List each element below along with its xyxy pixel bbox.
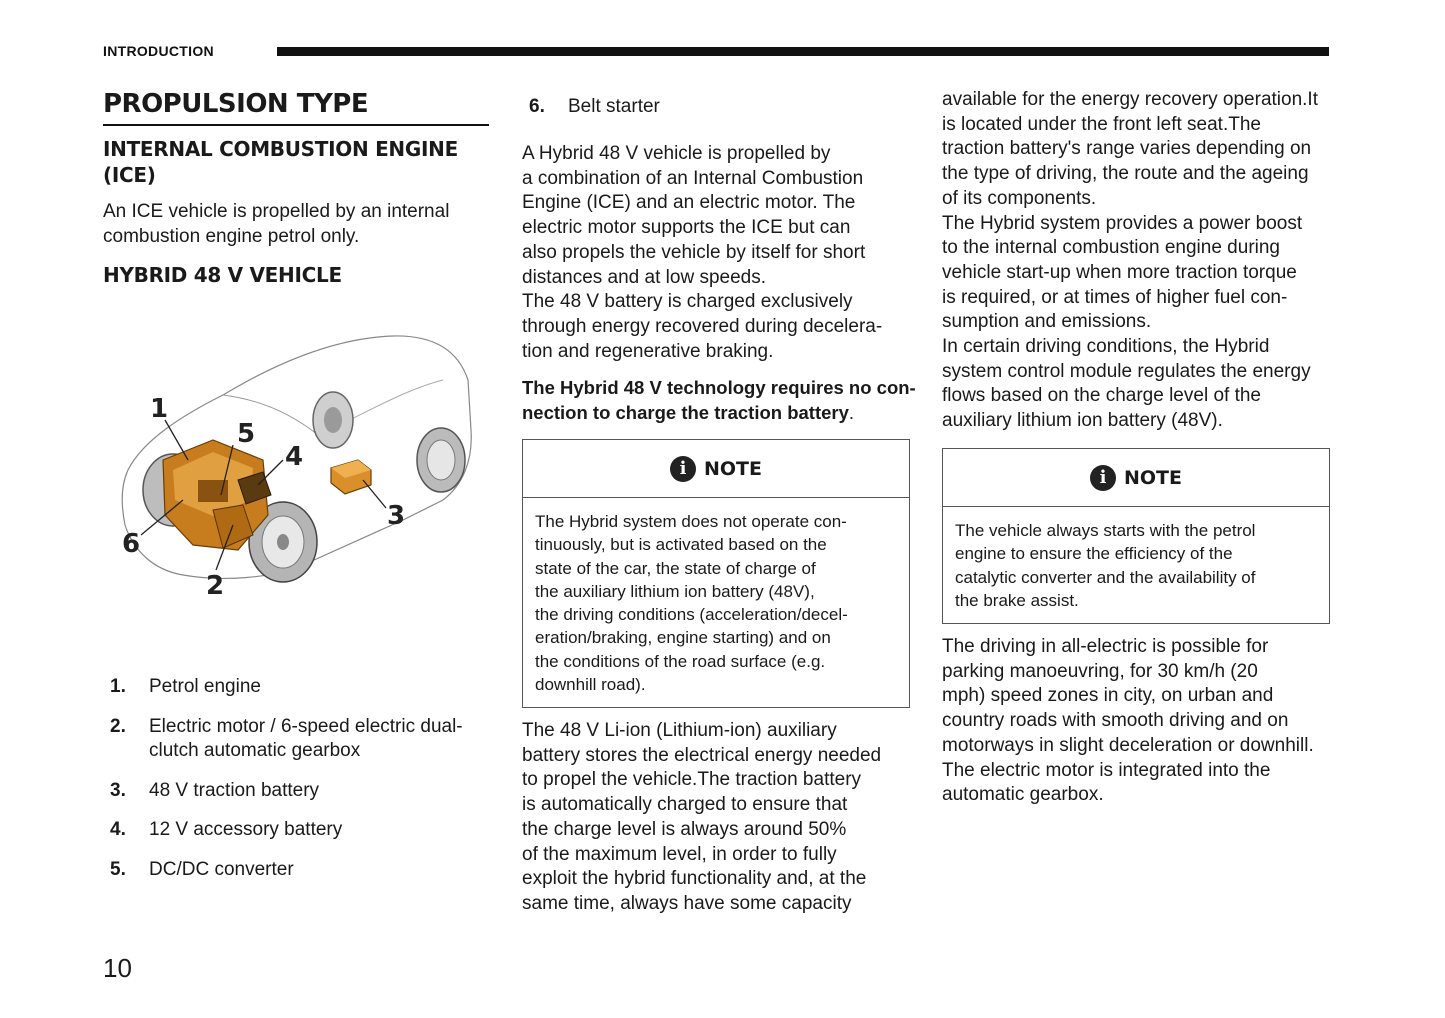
list-item-text: DC/DC converter (149, 858, 294, 880)
list-item-text: 12 V accessory battery (149, 819, 343, 840)
note-line: downhill road). (535, 675, 646, 695)
page-title: PROPULSION TYPE (103, 88, 489, 126)
info-icon: i (1090, 465, 1116, 491)
list-item-number: 4. (110, 819, 126, 840)
battery-description (522, 719, 917, 917)
text-line: same time, always have some capacity (522, 892, 852, 914)
text-line: a combination of an Internal Combustion (522, 167, 864, 189)
car-cutaway-diagram (103, 320, 493, 610)
text-line: flows based on the charge level of the (942, 385, 1261, 407)
text-line: auxiliary lithium ion battery (48V). (942, 410, 1223, 432)
ice-heading-line1: INTERNAL COMBUSTION ENGINE (103, 137, 458, 161)
hybrid-heading: HYBRID 48 V VEHICLE (103, 263, 342, 287)
text-line: The Hybrid system provides a power boost (942, 212, 1303, 234)
text-line: automatic gearbox. (942, 784, 1104, 806)
note-line: the driving conditions (acceleration/decel- (535, 605, 848, 625)
note-title: NOTE (704, 457, 762, 480)
note-box-petrol-start (942, 448, 1330, 624)
text-line: distances and at low speeds. (522, 266, 766, 288)
list-item-number: 6. (529, 96, 545, 117)
text-line: Engine (ICE) and an electric motor. The (522, 192, 856, 214)
bold-text-line-2 (522, 401, 917, 426)
hybrid-system-description (942, 88, 1342, 434)
charging-statement (522, 376, 917, 425)
hybrid-description (522, 142, 917, 364)
bold-text-period: . (848, 401, 855, 423)
list-item-number: 2. (110, 715, 126, 737)
header-rule (277, 47, 1329, 56)
callout-6: 6 (122, 529, 141, 559)
text-line: vehicle start-up when more traction torque (942, 261, 1297, 283)
component-list-continued (522, 95, 910, 135)
text-line: In certain driving conditions, the Hybrid (942, 336, 1270, 358)
note-line: eration/braking, engine starting) and on (535, 628, 831, 648)
list-item (103, 715, 493, 764)
text-line: The 48 V Li-ion (Lithium-ion) auxiliary (522, 720, 837, 741)
text-line: through energy recovered during decelera- (522, 315, 883, 337)
note-header (943, 449, 1329, 507)
list-item-text: Petrol engine (149, 676, 261, 697)
text-line: the type of driving, the route and the ageing (942, 163, 1309, 185)
text-line: tion and regenerative braking. (522, 340, 774, 362)
list-item (522, 95, 910, 120)
text-line: mph) speed zones in city, on urban and (942, 685, 1274, 707)
list-item (103, 858, 493, 883)
note-line: state of the car, the state of charge of (535, 558, 816, 578)
callout-2: 2 (206, 571, 225, 601)
text-line: country roads with smooth driving and on (942, 710, 1289, 732)
text-line: of the maximum level, in order to fully (522, 843, 837, 865)
note-line: The Hybrid system does not operate con- (535, 512, 847, 531)
ice-description (103, 200, 493, 249)
hybrid-system-illustration (103, 320, 493, 610)
text-line: exploit the hybrid functionality and, at the (522, 868, 867, 890)
text-line: traction battery's range varies depending on (942, 138, 1312, 160)
list-item (103, 818, 493, 843)
text-line: battery stores the electrical energy needed (522, 744, 882, 766)
rear-right-rim (427, 440, 455, 480)
list-item (103, 779, 493, 804)
text-line: is located under the front left seat.The (942, 113, 1261, 135)
note-line: tinuously, but is activated based on the (535, 535, 827, 555)
text-line: The driving in all-electric is possible for (942, 636, 1269, 657)
bold-text: nection to charge the traction battery (522, 401, 849, 423)
note-line: engine to ensure the efficiency of the (955, 544, 1233, 564)
callout-5: 5 (237, 419, 256, 449)
ice-text-line: An ICE vehicle is propelled by an internal (103, 201, 450, 222)
info-icon: i (670, 456, 696, 482)
text-line: parking manoeuvring, for 30 km/h (20 (942, 660, 1258, 682)
text-line: motorways in slight deceleration or downhill. (942, 734, 1314, 756)
text-line: The electric motor is integrated into the (942, 759, 1271, 781)
text-line: sumption and emissions. (942, 311, 1152, 333)
text-line: also propels the vehicle by itself for short (522, 241, 866, 263)
list-item-number: 1. (110, 676, 126, 697)
note-line: the auxiliary lithium ion battery (48V), (535, 581, 815, 601)
note-box-hybrid-operation (522, 439, 910, 708)
all-electric-description (942, 635, 1342, 808)
ice-heading-line2: (ICE) (103, 163, 156, 187)
front-right-hub (277, 534, 289, 550)
note-line: the brake assist. (955, 590, 1079, 610)
ice-heading (103, 136, 458, 188)
note-line: catalytic converter and the availability of (955, 567, 1256, 587)
page-number: 10 (103, 953, 132, 983)
note-body (943, 507, 1329, 622)
callout-line-3 (363, 480, 386, 508)
text-line: of its components. (942, 187, 1097, 209)
list-item-text: 48 V traction battery (149, 779, 320, 801)
callout-1: 1 (150, 394, 169, 424)
text-line: is required, or at times of higher fuel con- (942, 286, 1288, 308)
ice-text-line: combustion engine petrol only. (103, 225, 360, 247)
list-item-number: 5. (110, 858, 126, 880)
list-item (103, 675, 493, 700)
text-line: the charge level is always around 50% (522, 818, 847, 840)
text-line: electric motor supports the ICE but can (522, 217, 851, 239)
text-line: to the internal combustion engine during (942, 237, 1281, 259)
bold-text-line: The Hybrid 48 V technology requires no con- (522, 377, 916, 398)
note-body (523, 498, 909, 706)
list-item-text: Electric motor / 6-speed electric dual-clutch automatic gearbox (149, 715, 463, 761)
rear-left-hub (324, 407, 342, 433)
text-line: The 48 V battery is charged exclusively (522, 291, 853, 313)
text-line: system control module regulates the energy (942, 360, 1311, 382)
note-header (523, 440, 909, 498)
text-line: to propel the vehicle.The traction battery (522, 769, 862, 791)
text-line: is automatically charged to ensure that (522, 794, 848, 816)
note-line: The vehicle always starts with the petrol (955, 521, 1256, 540)
callout-3: 3 (387, 501, 406, 531)
note-title: NOTE (1124, 466, 1182, 489)
component-list (103, 675, 493, 897)
list-item-text: Belt starter (568, 96, 660, 117)
text-line: available for the energy recovery operation.It (942, 89, 1318, 110)
note-line: the conditions of the road surface (e.g. (535, 651, 826, 671)
section-label: INTRODUCTION (103, 43, 214, 59)
list-item-number: 3. (110, 779, 126, 801)
callout-4: 4 (285, 442, 304, 472)
text-line: A Hybrid 48 V vehicle is propelled by (522, 143, 831, 164)
